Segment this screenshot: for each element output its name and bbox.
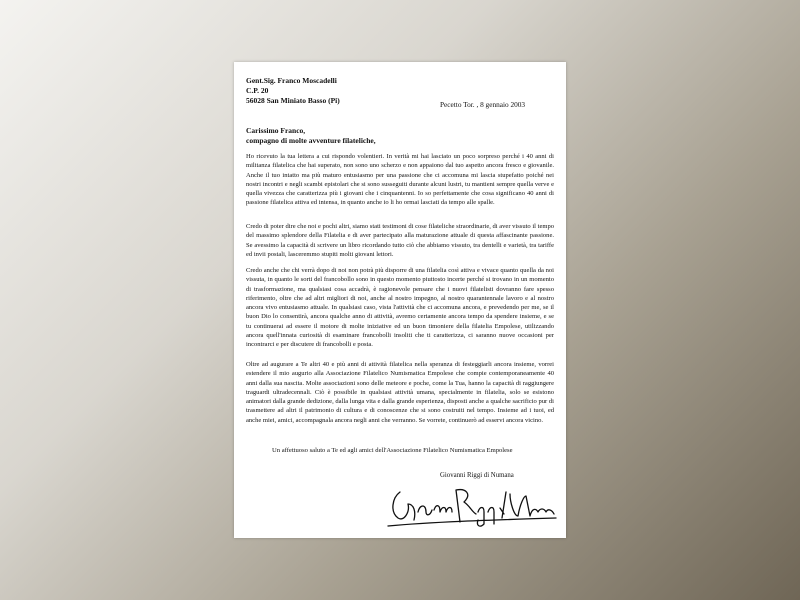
handwritten-signature xyxy=(380,482,560,530)
salutation-line-1: Carissimo Franco, xyxy=(246,126,306,135)
paragraph-1: Ho ricevuto la tua lettera a cui rispondo volentieri. In verità mi hai lasciato un poco sorpreso perché i 40 anni di militanza filatelica che hai superato, non sono uno scherzo e non appaiono dal tuo aspetto ancora fresco e giovanile. Anche il tuo intatto ma più maturo entusiasmo per una passione che ci accomuna mi lascia stupefatto poiché nei nostri incontri e negli scambi epistolari che si sono susseguiti durante alcuni lustri, tu mantieni sempre quella verve e quella vivezza che caratterizza più i giovani che i cinquantenni. Io so perfettamente che cosa significano 40 anni di passione filatelica attiva ed intensa, in quanto anche io li ho ormai lasciati da tempo alle spalle. xyxy=(246,153,554,207)
paragraph-2: Credo di poter dire che noi e pochi altri, siamo stati testimoni di cose filateliche straordinarie, di aver vissuto il tempo del massimo splendore della Filatelia e di aver partecipato alla maturazione attuale di questa affascinante passione. Se avessimo la capacità di scrivere un libro ricordando tutto ciò che abbiamo vissuto, tra dentelli e varietà, tra tariffe ed invii postali, lasceremmo stupiti molti giovani lettori. xyxy=(246,223,554,258)
address-line-city: 56028 San Miniato Basso (Pi) xyxy=(246,96,340,105)
closing-line: Un affettuoso saluto a Te ed agli amici dell'Associazione Filatelico Numismatica Empolese xyxy=(272,447,513,454)
letter-page xyxy=(234,62,566,538)
address-line-name: Gent.Sig. Franco Moscadelli xyxy=(246,76,337,85)
paragraph-4: Oltre ad augurare a Te altri 40 e più anni di attività filatelica nella speranza di festeggiarli ancora insieme, vorrei estendere il mio augurio alla Associazione Filatelico Numismatica Empolese che compie contemporaneamente 40 anni dalla sua nascita. Molte associazioni sono delle meteore e poche, come la Tua, hanno la capacità di raggiungere traguardi ultradecennali. Ciò è possibile in qualsiasi attività umana, specialmente in filatelia, solo se esistono animatori dalla grande dedizione, dalla lunga vita e dalla grande esperienza, disposti anche a qualche sacrificio pur di trasmettere ad altri il patrimonio di cultura e di conoscenze che si sono costruiti nel tempo. Insieme ad i tuoi, ed anche miei, amici, accompagnala ancora negli anni che verranno. Se vorrete, continuerò ad esservi ancora vicino. xyxy=(246,361,554,424)
paragraph-3: Credo anche che chi verrà dopo di noi non potrà più disporre di una filatelia così attiva e vivace quanto quella da noi vissuta, in quanto le sorti del francobollo sono in questo momento piuttosto incerte perché si trovano in un momento di trasformazione, ma qualsiasi cosa accadrà, è ragionevole pensare che i nuovi filatelisti dovranno fare spesso riferimento, oltre che ad altri migliori di noi, anche al nostro impegno, al nostro quarantennale lavoro e al nostro ancora vivo entusiasmo attuale. In qualsiasi caso, vista l'attività che ci accomuna ancora, e prevedendo per me, se il buon Dio lo consentirà, ancora qualche anno di attività, avremo certamente ancora tempo da spendere insieme, e se tu continuerai ad essere il motore di molte iniziative ed un buon timoniere della filatelia Empolese, utilizzando ancora quell'innata curiosità di esaminare francobolli insoliti che ti caratterizza, ci saranno nuove occasioni per incontrarci e per discutere di francobolli e posta. xyxy=(246,267,554,349)
salutation-line-2: compagno di molte avventure filateliche, xyxy=(246,136,376,145)
salutation xyxy=(246,126,376,146)
address-line-po-box: C.P. 20 xyxy=(246,86,269,95)
recipient-address xyxy=(246,76,340,106)
signer-name: Giovanni Riggi di Numana xyxy=(440,472,514,479)
letter-date: Pecetto Tor. , 8 gennaio 2003 xyxy=(440,100,526,109)
